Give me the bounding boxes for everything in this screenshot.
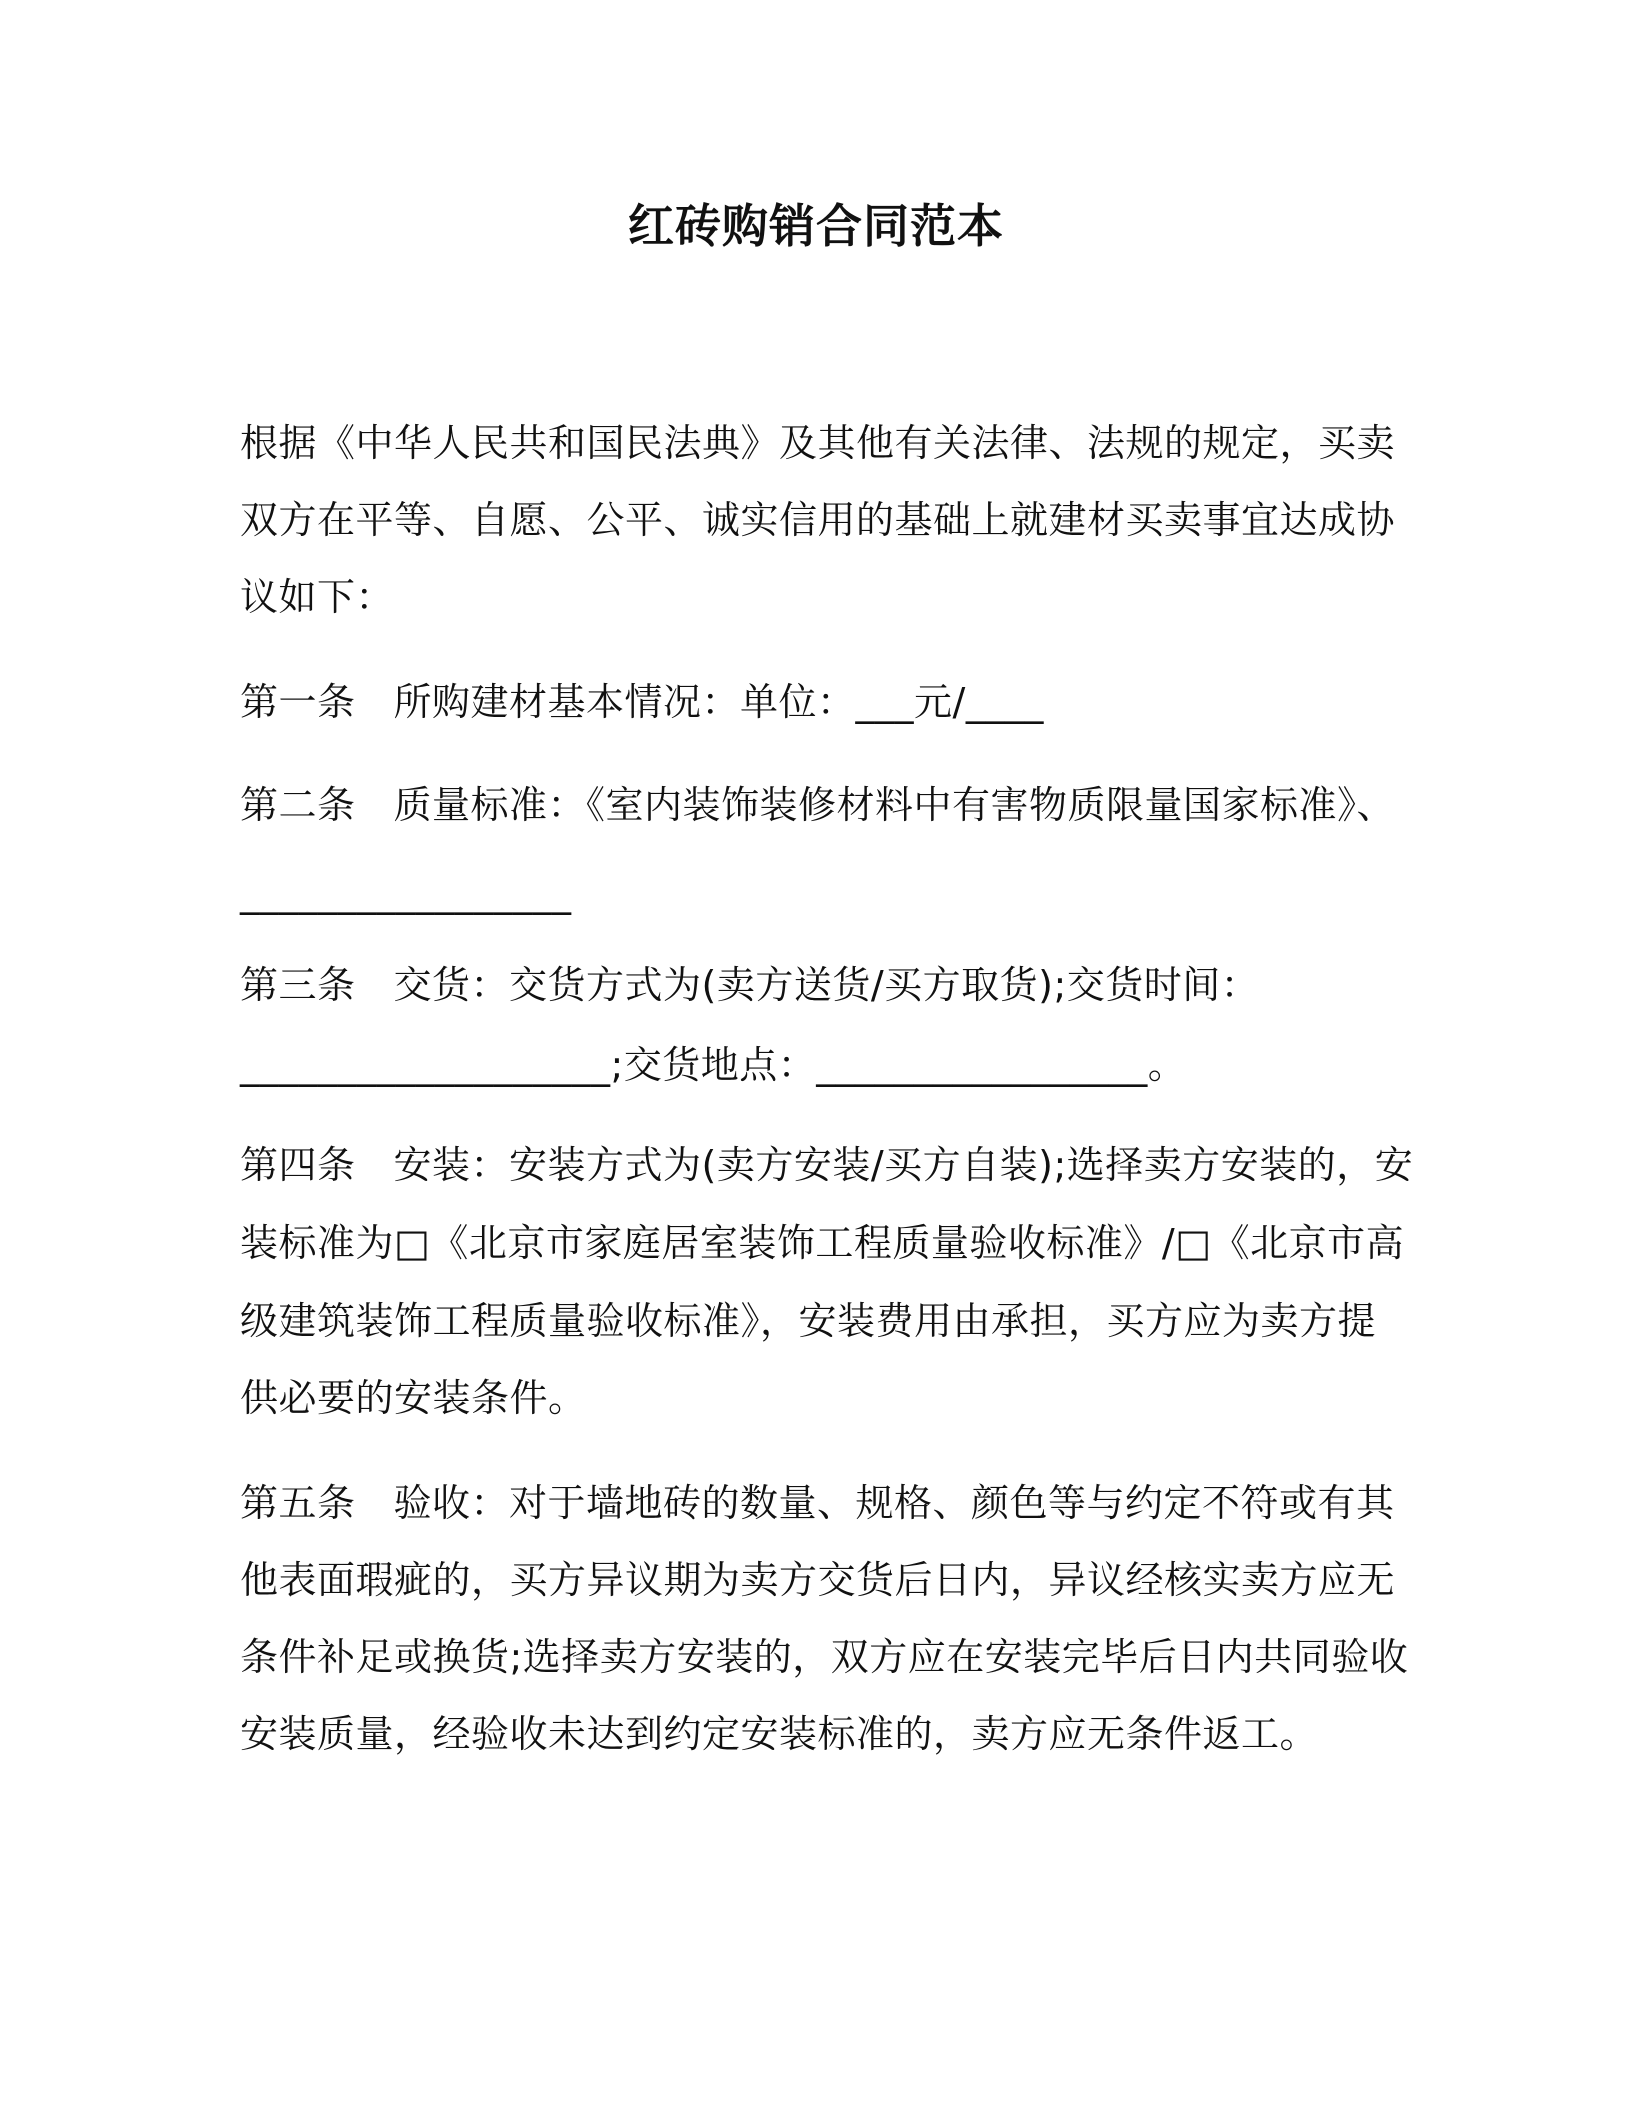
article-4 — [240, 1140, 1413, 1190]
article-5 — [240, 1478, 1395, 1528]
article-1 — [240, 677, 1044, 727]
intro-line-1: 根据《中华人民共和国民法典》及其他有关法律、法规的规定，买卖 — [240, 421, 1396, 465]
article-4-text: 安装：安装方式为(卖方安装/买方自装);选择卖方安装的，安 — [393, 1143, 1414, 1187]
article-3-label: 第三条 — [240, 963, 356, 1007]
article-2-label: 第二条 — [240, 783, 356, 827]
article-5-line-3: 条件补足或换货;选择卖方安装的，双方应在安装完毕后日内共同验收 — [240, 1635, 1409, 1679]
article-2 — [240, 780, 1395, 830]
article-1-text: 所购建材基本情况：单位：___元/____ — [393, 680, 1044, 724]
article-4-line-4: 供必要的安装条件。 — [240, 1376, 587, 1420]
article-4-line-2: 装标准为□《北京市家庭居室装饰工程质量验收标准》/□《北京市高 — [240, 1221, 1405, 1265]
article-1-label: 第一条 — [240, 680, 356, 724]
article-5-text: 验收：对于墙地砖的数量、规格、颜色等与约定不符或有其 — [393, 1481, 1395, 1525]
article-5-label: 第五条 — [240, 1481, 356, 1525]
article-4-line-3: 级建筑装饰工程质量验收标准》，安装费用由承担，买方应为卖方提 — [240, 1299, 1377, 1343]
article-3-line-2: ___________________;交货地点：_________________。 — [240, 1043, 1187, 1087]
document-title: 红砖购销合同范本 — [628, 199, 1004, 253]
article-3-text: 交货：交货方式为(卖方送货/买方取货);交货时间： — [393, 963, 1260, 1007]
article-2-text: 质量标准：《室内装饰装修材料中有害物质限量国家标准》、 — [393, 783, 1396, 827]
article-4-label: 第四条 — [240, 1143, 356, 1187]
article-3 — [240, 960, 1259, 1010]
article-2-blank-line: _________________ — [240, 871, 572, 915]
intro-line-3: 议如下： — [240, 575, 395, 619]
article-5-line-2: 他表面瑕疵的，买方异议期为卖方交货后日内，异议经核实卖方应无 — [240, 1558, 1396, 1602]
intro-line-2: 双方在平等、自愿、公平、诚实信用的基础上就建材买卖事宜达成协 — [240, 498, 1396, 542]
article-5-line-4: 安装质量，经验收未达到约定安装标准的，卖方应无条件返工。 — [240, 1712, 1319, 1756]
